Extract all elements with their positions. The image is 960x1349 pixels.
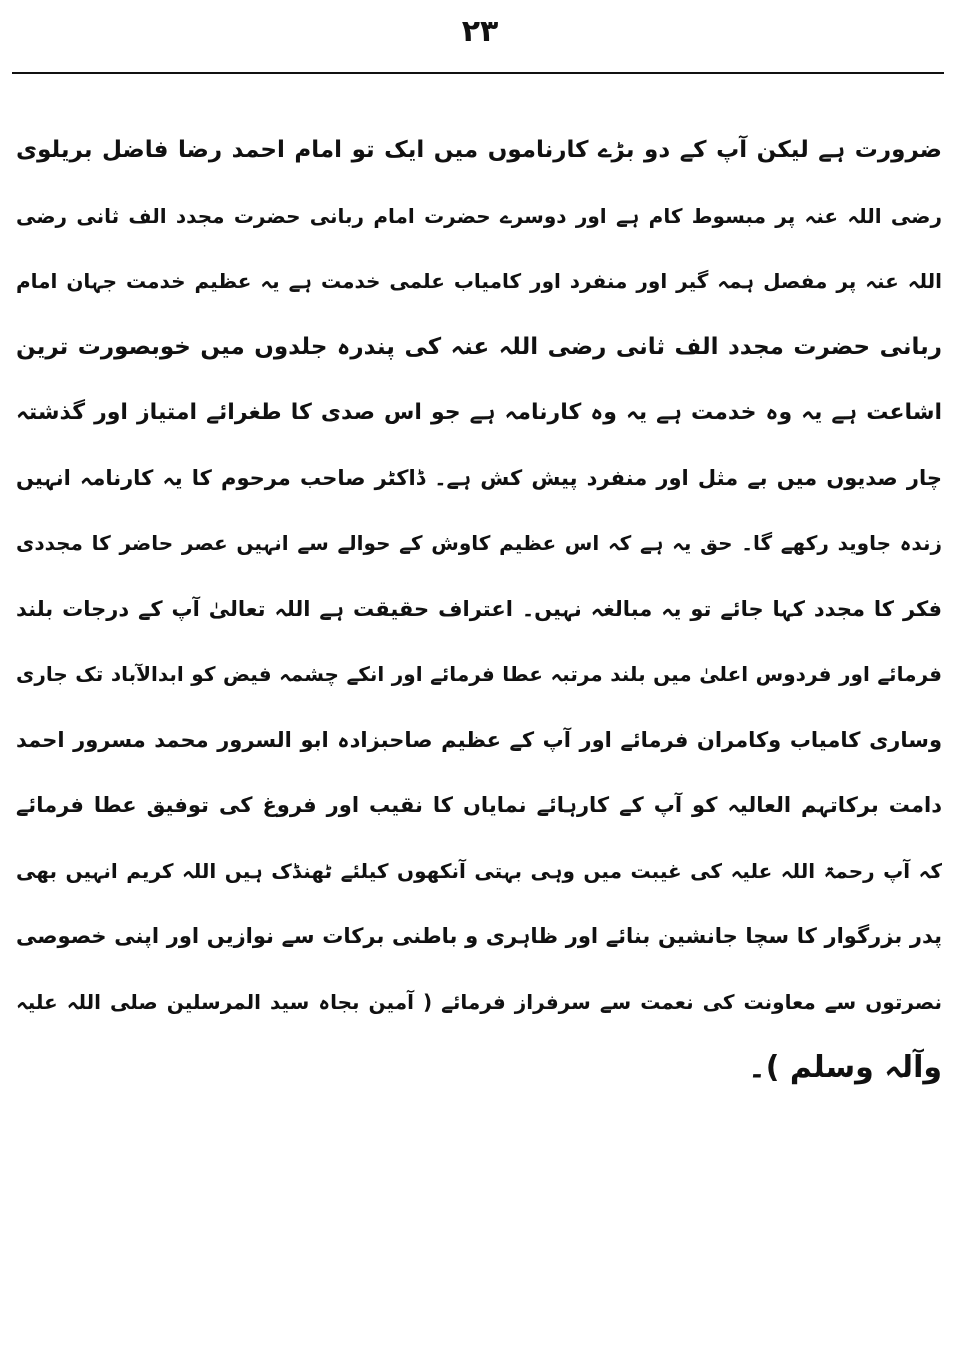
text-line-11: دامت برکاتہم العالیہ کو آپ کے کارہائے نمایاں کا نقیب اور فروغ کی توفیق عطا فرمائے xyxy=(16,793,942,817)
text-line-2: رضی اللہ عنہ پر مبسوط کام ہے اور دوسرے حضرت امام ربانی حضرت مجدد الف ثانی رضی xyxy=(16,203,942,228)
text-line-8: فکر کا مجدد کہا جائے تو یہ مبالغہ نہیں۔ اعتراف حقیقت ہے اللہ تعالیٰ آپ کے درجات بلند xyxy=(16,596,942,621)
page-number: ۲۳ xyxy=(461,14,499,49)
text-line-7: زندہ جاوید رکھے گا۔ حق یہ ہے کہ اس عظیم کاوش کے حوالے سے انہیں عصر حاضر کا مجددی xyxy=(16,531,942,555)
body-text xyxy=(16,118,942,1101)
text-line-1: ضرورت ہے لیکن آپ کے دو بڑے کارناموں میں ایک تو امام احمد رضا فاضل بریلوی xyxy=(16,137,942,163)
text-line-14: نصرتوں سے معاونت کی نعمت سے سرفراز فرمائے ( آمین بجاہ سید المرسلین صلی اللہ علیہ xyxy=(16,989,942,1014)
text-line-5: اشاعت ہے یہ وہ خدمت ہے یہ وہ کارنامہ ہے جو اس صدی کا طغرائے امتیاز اور گذشتہ xyxy=(16,400,942,425)
text-line-15: وآلہ وسلم )۔ xyxy=(748,1050,942,1085)
text-line-6: چار صدیوں میں بے مثل اور منفرد پیش کش ہے۔ ڈاکٹر صاحب مرحوم کا یہ کارنامہ انہیں xyxy=(16,465,942,490)
text-line-3: اللہ عنہ پر مفصل ہمہ گیر اور منفرد اور کامیاب علمی خدمت ہے یہ عظیم خدمت جہان امام xyxy=(16,269,942,293)
text-line-13: پدر بزرگوار کا سچا جانشین بنائے اور ظاہری و باطنی برکات سے نوازیں اور اپنی خصوصی xyxy=(16,924,942,948)
text-line-12: کہ آپ رحمۃ اللہ علیہ کی غیبت میں وہی بہتی آنکھوں کیلئے ٹھنڈک ہیں اللہ کریم انہیں بھی xyxy=(16,858,942,883)
text-line-10: وساری کامیاب وکامران فرمائے اور آپ کے عظیم صاحبزادہ ابو السرور محمد مسرور احمد xyxy=(16,727,942,752)
text-line-9: فرمائے اور فردوس اعلیٰ میں بلند مرتبہ عطا فرمائے اور انکے چشمہ فیض کو ابدالآباد تک جاری xyxy=(16,662,942,686)
header-rule xyxy=(12,72,944,74)
text-line-4: ربانی حضرت مجدد الف ثانی رضی اللہ عنہ کی پندرہ جلدوں میں خوبصورت ترین xyxy=(16,333,942,360)
